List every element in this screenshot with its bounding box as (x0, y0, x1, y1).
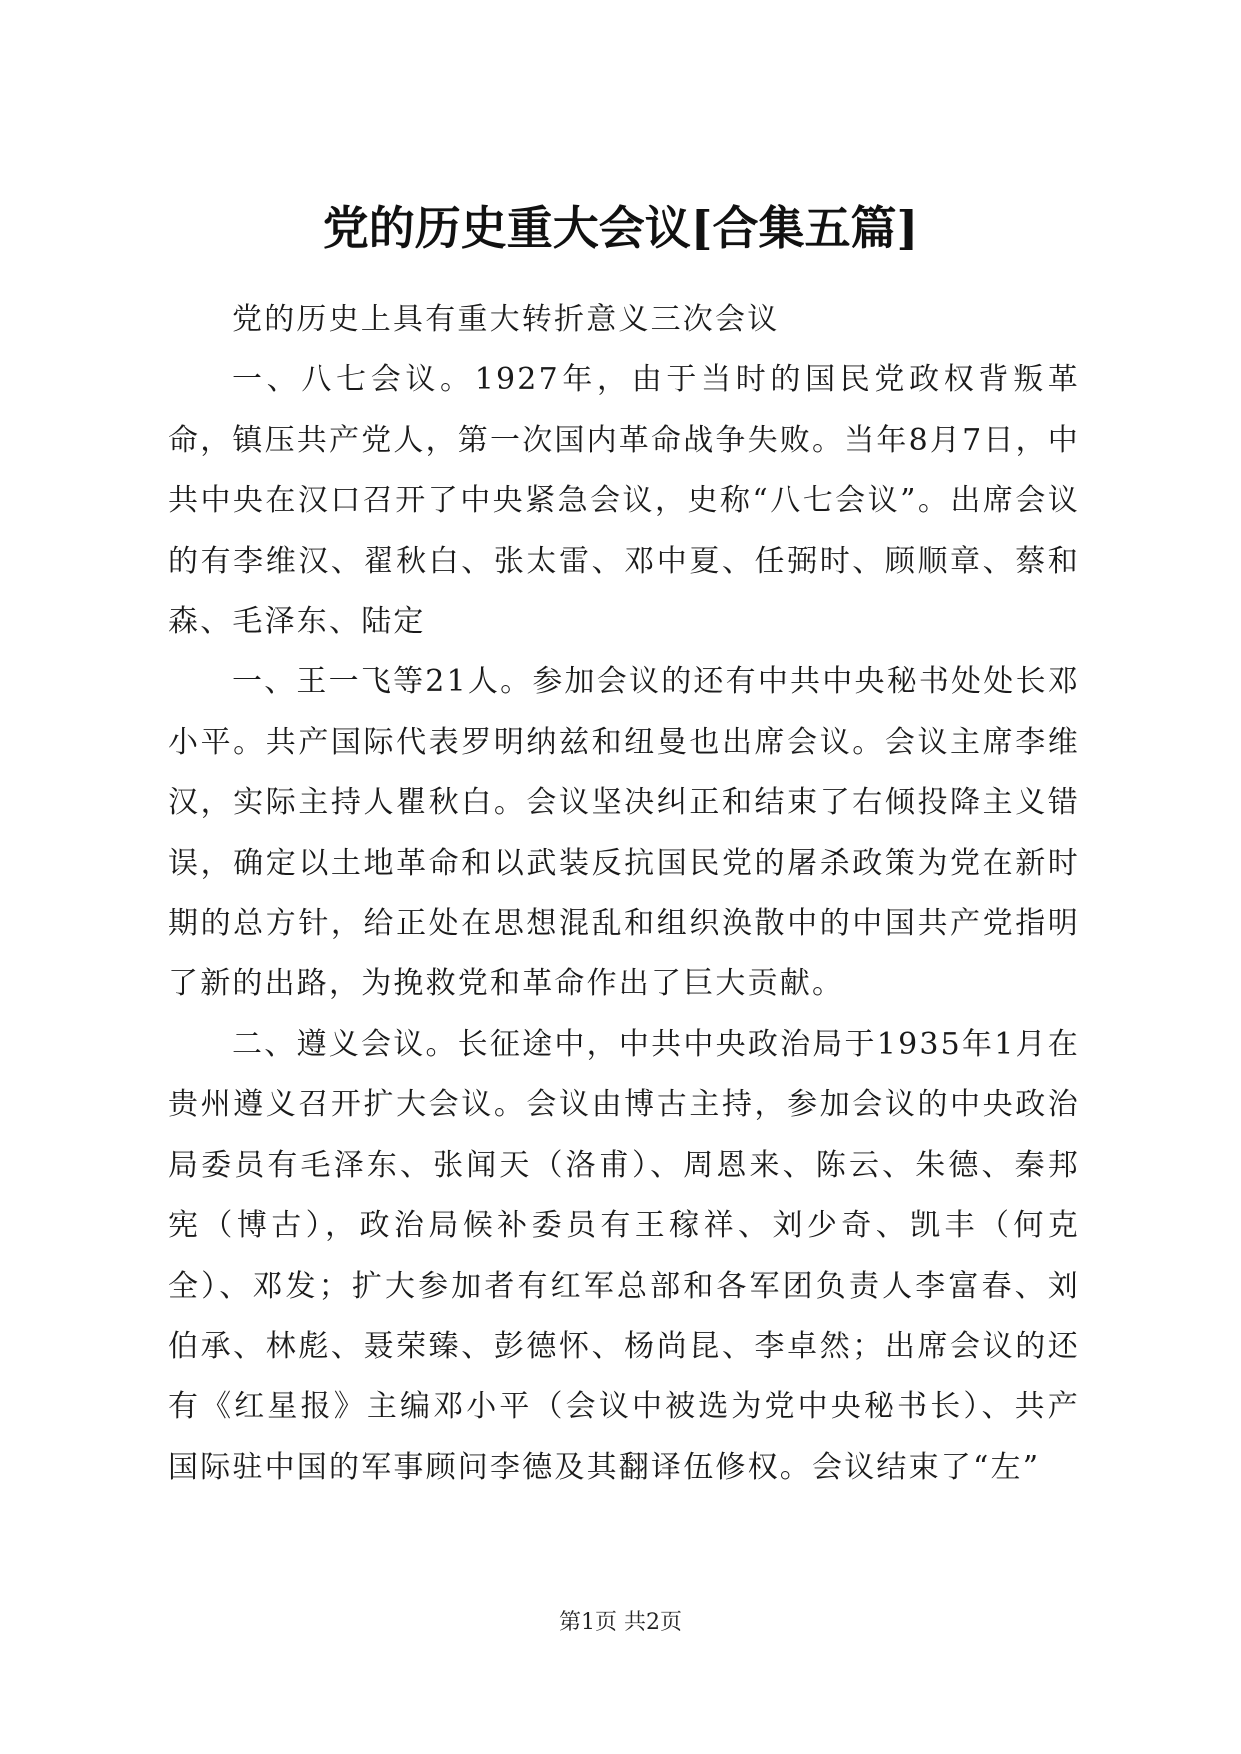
page-footer: 第1页 共2页 (559, 1610, 682, 1635)
document-body (168, 290, 1080, 1498)
paragraph-subtitle: 党的历史上具有重大转折意义三次会议 (232, 302, 780, 337)
paragraph-bayi-meeting-continued: 一、王一飞等21人。参加会议的还有中共中央秘书处处长邓小平。共产国际代表罗明纳兹和纽曼也出席会议。会议主席李维汉，实际主持人瞿秋白。会议坚决纠正和结束了右倾投降主义错误，确定以土地革命和以武装反抗国民党的屠杀政策为党在新时期的总方针，给正处在思想混乱和组织涣散中的中国共产党指明了新的出路，为挽救党和革命作出了巨大贡献。 (168, 664, 1080, 1002)
paragraph-zunyi-meeting: 二、遵义会议。长征途中，中共中央政治局于1935年1月在贵州遵义召开扩大会议。会议由博古主持，参加会议的中央政治局委员有毛泽东、张闻天（洛甫）、周恩来、陈云、朱德、秦邦宪（博古），政治局候补委员有王稼祥、刘少奇、凯丰（何克全）、邓发；扩大参加者有红军总部和各军团负责人李富春、刘伯承、林彪、聂荣臻、彭德怀、杨尚昆、李卓然；出席会议的还有《红星报》主编邓小平（会议中被选为党中央秘书长）、共产国际驻中国的军事顾问李德及其翻译伍修权。会议结束了“左” (168, 1026, 1080, 1485)
document-title: 党的历史重大会议[合集五篇] (322, 201, 919, 255)
paragraph-bayi-meeting: 一、八七会议。1927年，由于当时的国民党政权背叛革命，镇压共产党人，第一次国内革命战争失败。当年8月7日，中共中央在汉口召开了中央紧急会议，史称“八七会议”。出席会议的有李维汉、翟秋白、张太雷、邓中夏、任弼时、顾顺章、蔡和森、毛泽东、陆定 (168, 362, 1080, 640)
